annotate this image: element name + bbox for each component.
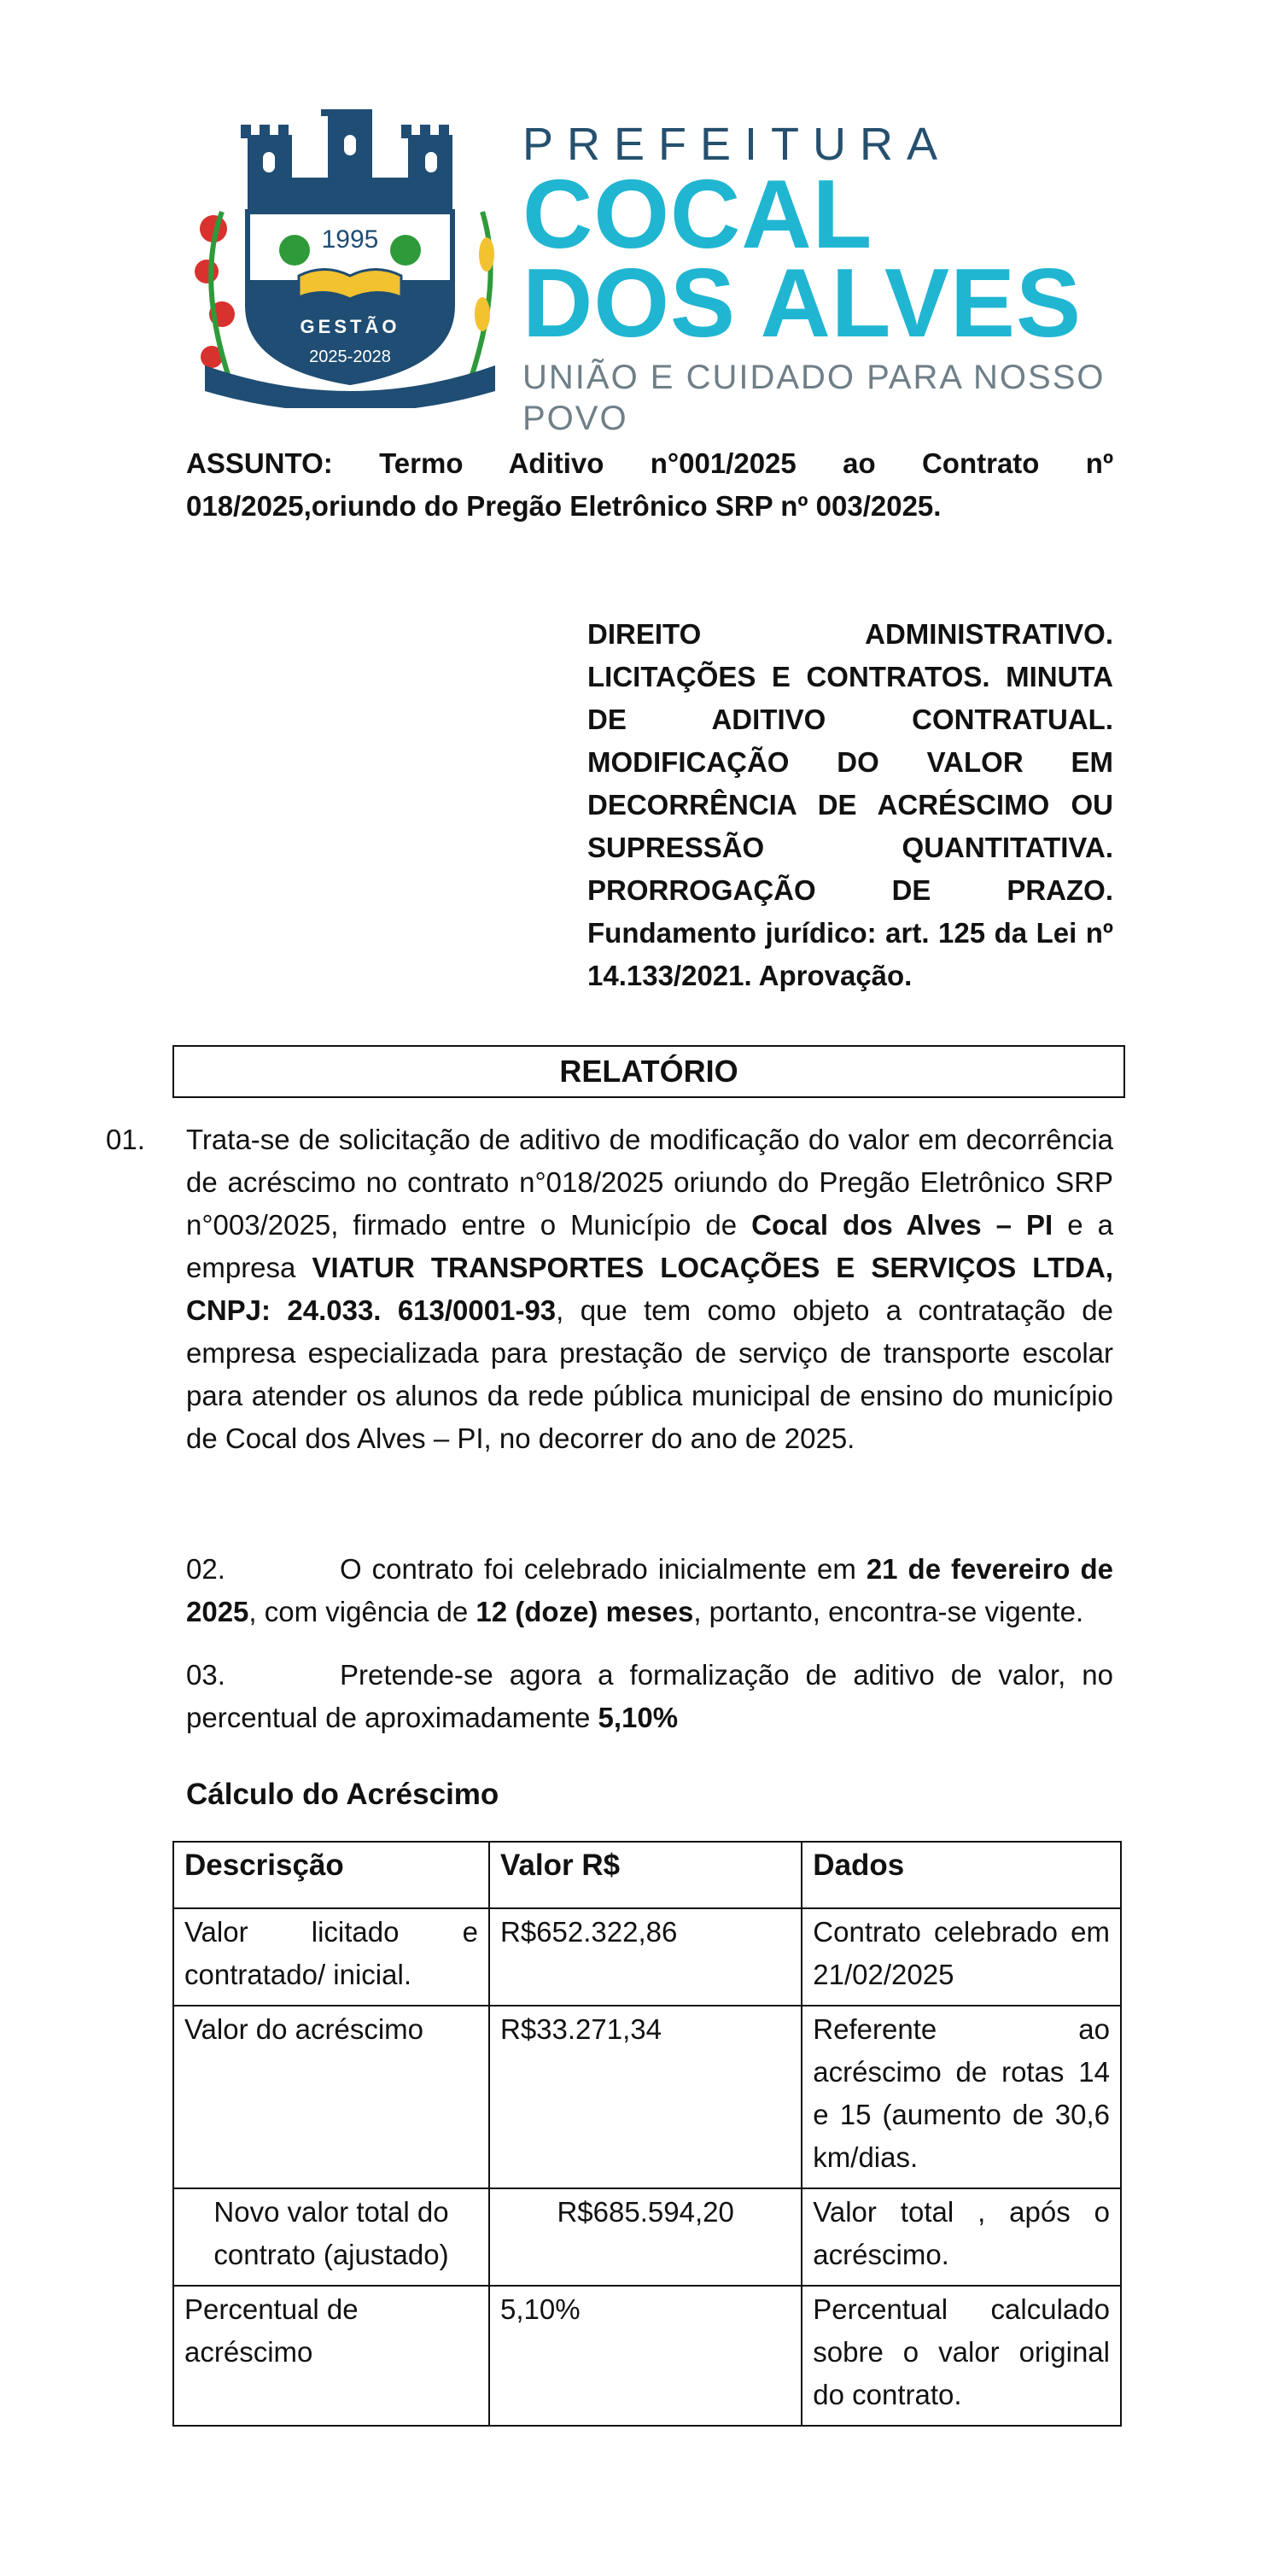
- table-row: [173, 2006, 1121, 2188]
- p01-municipality: Cocal dos Alves – PI: [751, 1209, 1053, 1241]
- p02-text-2: , com vigência de: [248, 1596, 476, 1627]
- logo-municipality-line2: DOS ALVES: [522, 249, 1083, 358]
- paragraph-03: [186, 1654, 1113, 1739]
- table-cell: Valor do acréscimo: [173, 2006, 489, 2188]
- logo-slogan: UNIÃO E CUIDADO PARA NOSSO POVO: [522, 359, 1106, 437]
- table-cell: Valor total , após o acréscimo.: [802, 2188, 1121, 2286]
- column-header: Valor R$: [489, 1842, 802, 1908]
- column-header: Descrisção: [173, 1842, 489, 1908]
- paragraph-01: [186, 1119, 1113, 1460]
- paragraph-number: 01.: [106, 1124, 145, 1155]
- table-cell: Contrato celebrado em 21/02/2025: [802, 1908, 1121, 2006]
- table-cell: R$652.322,86: [489, 1908, 802, 2006]
- subject-line: ASSUNTO: Termo Aditivo n°001/2025 ao Contrato nº 018/2025,oriundo do Pregão Eletrônico SRP nº 003/2025.: [186, 447, 1113, 522]
- p02-text-1: O contrato foi celebrado inicialmente em: [340, 1553, 867, 1585]
- paragraph-number: 03.: [186, 1659, 225, 1691]
- p03-text-1: Pretende-se agora a formalização de aditivo de valor, no percentual de aproximadamente: [186, 1659, 1113, 1733]
- table-cell: Novo valor total do contrato (ajustado): [173, 2188, 489, 2286]
- paragraph-number: 02.: [186, 1553, 225, 1585]
- section-title-relatorio: RELATÓRIO: [172, 1045, 1125, 1098]
- p01-text-3: , que tem como objeto a contratação de empresa especializada para prestação de serviço de transporte escolar para atender os alunos da rede pública municipal de ensino do município de Cocal dos Alves – PI, no decorrer do ano de 2025.: [186, 1294, 1114, 1454]
- calculation-title: Cálculo do Acréscimo: [186, 1778, 499, 1811]
- logo-prefeitura: PREFEITURA: [522, 119, 952, 170]
- table-cell: R$33.271,34: [489, 2006, 802, 2188]
- emblem-year: 1995: [321, 225, 379, 254]
- table-row: [173, 2286, 1121, 2426]
- table-cell: Referente ao acréscimo de rotas 14 e 15 (aumento de 30,6 km/dias.: [802, 2006, 1121, 2188]
- calculation-table: [172, 1841, 1122, 2427]
- column-header: Dados: [802, 1842, 1121, 1908]
- paragraph-02: [186, 1548, 1113, 1633]
- prefeitura-logo-text: [522, 118, 1137, 439]
- table-cell: Percentual de acréscimo: [173, 2286, 489, 2426]
- table-cell: Percentual calculado sobre o valor original do contrato.: [802, 2286, 1121, 2426]
- emblem-gestao: GESTÃO: [300, 316, 400, 337]
- p03-percentage: 5,10%: [598, 1702, 679, 1733]
- p01-text-2: e a empresa: [186, 1209, 1114, 1283]
- table-row: [173, 2188, 1121, 2286]
- p02-date: 21 de fevereiro de 2025: [186, 1553, 1113, 1627]
- table-row: [173, 1908, 1121, 2006]
- emblem-period: 2025-2028: [309, 348, 391, 366]
- p02-text-3: , portanto, encontra-se vigente.: [693, 1596, 1084, 1627]
- ementa-summary: DIREITO ADMINISTRATIVO. LICITAÇÕES E CONTRATOS. MINUTA DE ADITIVO CONTRATUAL. MODIFICAÇÃO DO VALOR EM DECORRÊNCIA DE ACRÉSCIMO OU SUPRESSÃO QUANTITATIVA. PRORROGAÇÃO DE PRAZO. Fundamento jurídico: art. 125 da Lei nº 14.133/2021. Aprovação.: [587, 618, 1113, 991]
- table-cell: R$685.594,20: [489, 2188, 802, 2286]
- p02-duration: 12 (doze) meses: [476, 1596, 694, 1627]
- municipal-coat-of-arms-icon: [188, 109, 512, 408]
- table-cell: Valor licitado e contratado/ inicial.: [173, 1908, 489, 2006]
- p01-company: VIATUR TRANSPORTES LOCAÇÕES E SERVIÇOS LTDA, CNPJ: 24.033. 613/0001-93: [186, 1252, 1114, 1326]
- logo-municipality-line1: COCAL: [522, 161, 873, 269]
- p01-text-1: Trata-se de solicitação de aditivo de modificação do valor em decorrência de acréscimo no contrato n°018/2025 oriundo do Pregão Eletrônico SRP n°003/2025, firmado entre o Município de: [186, 1124, 1113, 1241]
- table-cell: 5,10%: [489, 2286, 802, 2426]
- table-header-row: [173, 1842, 1121, 1908]
